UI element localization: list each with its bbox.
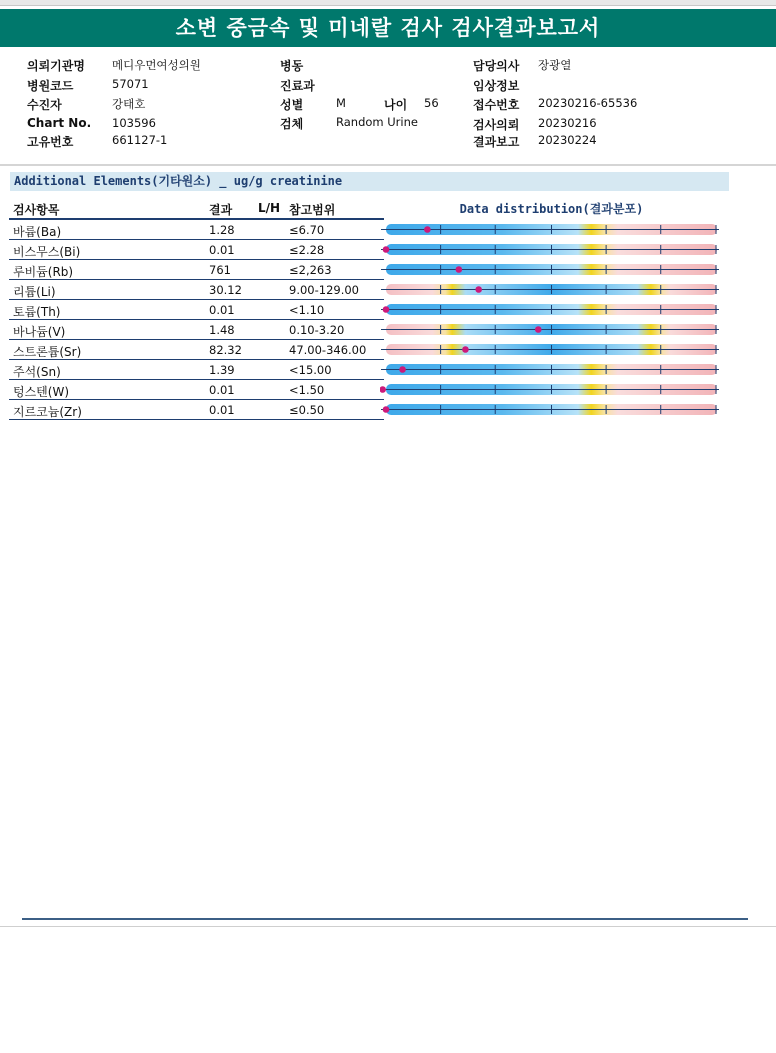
report-title: 소변 중금속 및 미네랄 검사 검사결과보고서: [0, 9, 776, 47]
footer-separator: [0, 926, 776, 927]
hospital-code-value: 57071: [112, 77, 149, 91]
distribution-bar: [380, 240, 725, 260]
result-marker: [424, 226, 431, 233]
item-result: 0.01: [209, 303, 235, 317]
result-marker: [462, 346, 469, 353]
specimen-value: Random Urine: [336, 115, 418, 129]
chart-no-label: Chart No.: [27, 116, 92, 130]
doctor-label: 담당의사: [473, 59, 520, 73]
patient-label: 수진자: [27, 98, 62, 112]
item-name: 스트론튬(Sr): [13, 345, 82, 359]
header-divider: [0, 164, 776, 166]
item-name: 지르코늄(Zr): [13, 405, 82, 419]
table-row: [0, 300, 776, 320]
table-row: [0, 340, 776, 360]
item-result: 761: [209, 263, 231, 277]
distribution-bar: [380, 300, 725, 320]
section-title: Additional Elements(기타원소) _ ug/g creatinine: [14, 174, 343, 188]
item-name: 토륨(Th): [13, 305, 61, 319]
item-name: 바나듐(V): [13, 325, 66, 339]
col-header-lh: L/H: [258, 201, 281, 215]
distribution-bar: [380, 260, 725, 280]
receipt-no-label: 접수번호: [473, 98, 520, 112]
chart-no-value: 103596: [112, 116, 156, 130]
result-marker: [475, 286, 482, 293]
item-reference: <1.50: [289, 383, 325, 397]
result-marker: [399, 366, 406, 373]
table-row: [0, 380, 776, 400]
report-date-label: 결과보고: [473, 135, 520, 149]
item-name: 텅스텐(W): [13, 385, 70, 399]
receipt-no-value: 20230216-65536: [538, 96, 638, 110]
item-reference: ≤0.50: [289, 403, 325, 417]
item-reference: <1.10: [289, 303, 325, 317]
ward-label: 병동: [280, 59, 304, 73]
item-name: 주석(Sn): [13, 365, 61, 379]
result-marker: [383, 406, 390, 413]
item-name: 루비듐(Rb): [13, 265, 74, 279]
distribution-bar: [380, 320, 725, 340]
col-header-result: 결과: [209, 203, 233, 217]
item-reference: ≤6.70: [289, 223, 325, 237]
result-marker: [380, 386, 386, 393]
sex-label: 성별: [280, 98, 304, 112]
item-reference: ≤2,263: [289, 263, 332, 277]
unique-no-value: 661127-1: [112, 133, 168, 147]
unique-no-label: 고유번호: [27, 135, 74, 149]
item-name: 비스무스(Bi): [13, 245, 81, 259]
sex-value: M: [336, 96, 346, 110]
col-header-item: 검사항목: [13, 203, 60, 217]
section-header: [10, 172, 729, 191]
distribution-bar: [380, 280, 725, 300]
result-marker: [383, 246, 390, 253]
item-result: 82.32: [209, 343, 242, 357]
table-row: [0, 260, 776, 280]
item-result: 0.01: [209, 243, 235, 257]
table-row: [0, 280, 776, 300]
item-reference: 47.00-346.00: [289, 343, 367, 357]
distribution-bar: [380, 360, 725, 380]
col-header-ref: 참고범위: [289, 203, 336, 217]
result-marker: [535, 326, 542, 333]
row-divider: [9, 419, 384, 420]
item-reference: 0.10-3.20: [289, 323, 345, 337]
item-result: 0.01: [209, 383, 235, 397]
report-date-value: 20230224: [538, 133, 597, 147]
table-row: [0, 240, 776, 260]
distribution-bar: [380, 380, 725, 400]
age-label: 나이: [384, 98, 408, 112]
patient-value: 강태호: [112, 97, 146, 111]
distribution-bar: [380, 400, 725, 420]
institution-label: 의뢰기관명: [27, 59, 85, 73]
table-row: [0, 220, 776, 240]
distribution-bar: [380, 340, 725, 360]
item-reference: ≤2.28: [289, 243, 325, 257]
item-reference: 9.00-129.00: [289, 283, 359, 297]
top-border: [0, 0, 776, 6]
table-row: [0, 400, 776, 420]
result-marker: [383, 306, 390, 313]
result-marker: [456, 266, 463, 273]
request-date-label: 검사의뢰: [473, 118, 520, 132]
table-row: [0, 320, 776, 340]
item-name: 바륨(Ba): [13, 225, 62, 239]
footer-line: [22, 918, 748, 920]
doctor-value: 장광열: [538, 58, 572, 72]
request-date-value: 20230216: [538, 116, 597, 130]
item-reference: <15.00: [289, 363, 332, 377]
item-result: 1.39: [209, 363, 235, 377]
col-header-distribution: Data distribution(결과분포): [459, 202, 644, 216]
hospital-code-label: 병원코드: [27, 79, 74, 93]
institution-value: 메디우먼여성의원: [112, 58, 201, 72]
clinical-label: 임상정보: [473, 79, 520, 93]
item-name: 리튬(Li): [13, 285, 56, 299]
item-result: 0.01: [209, 403, 235, 417]
age-value: 56: [424, 96, 439, 110]
item-result: 1.48: [209, 323, 235, 337]
dept-label: 진료과: [280, 79, 315, 93]
item-result: 30.12: [209, 283, 242, 297]
specimen-label: 검체: [280, 117, 304, 131]
distribution-bar: [380, 220, 725, 240]
item-result: 1.28: [209, 223, 235, 237]
table-row: [0, 360, 776, 380]
